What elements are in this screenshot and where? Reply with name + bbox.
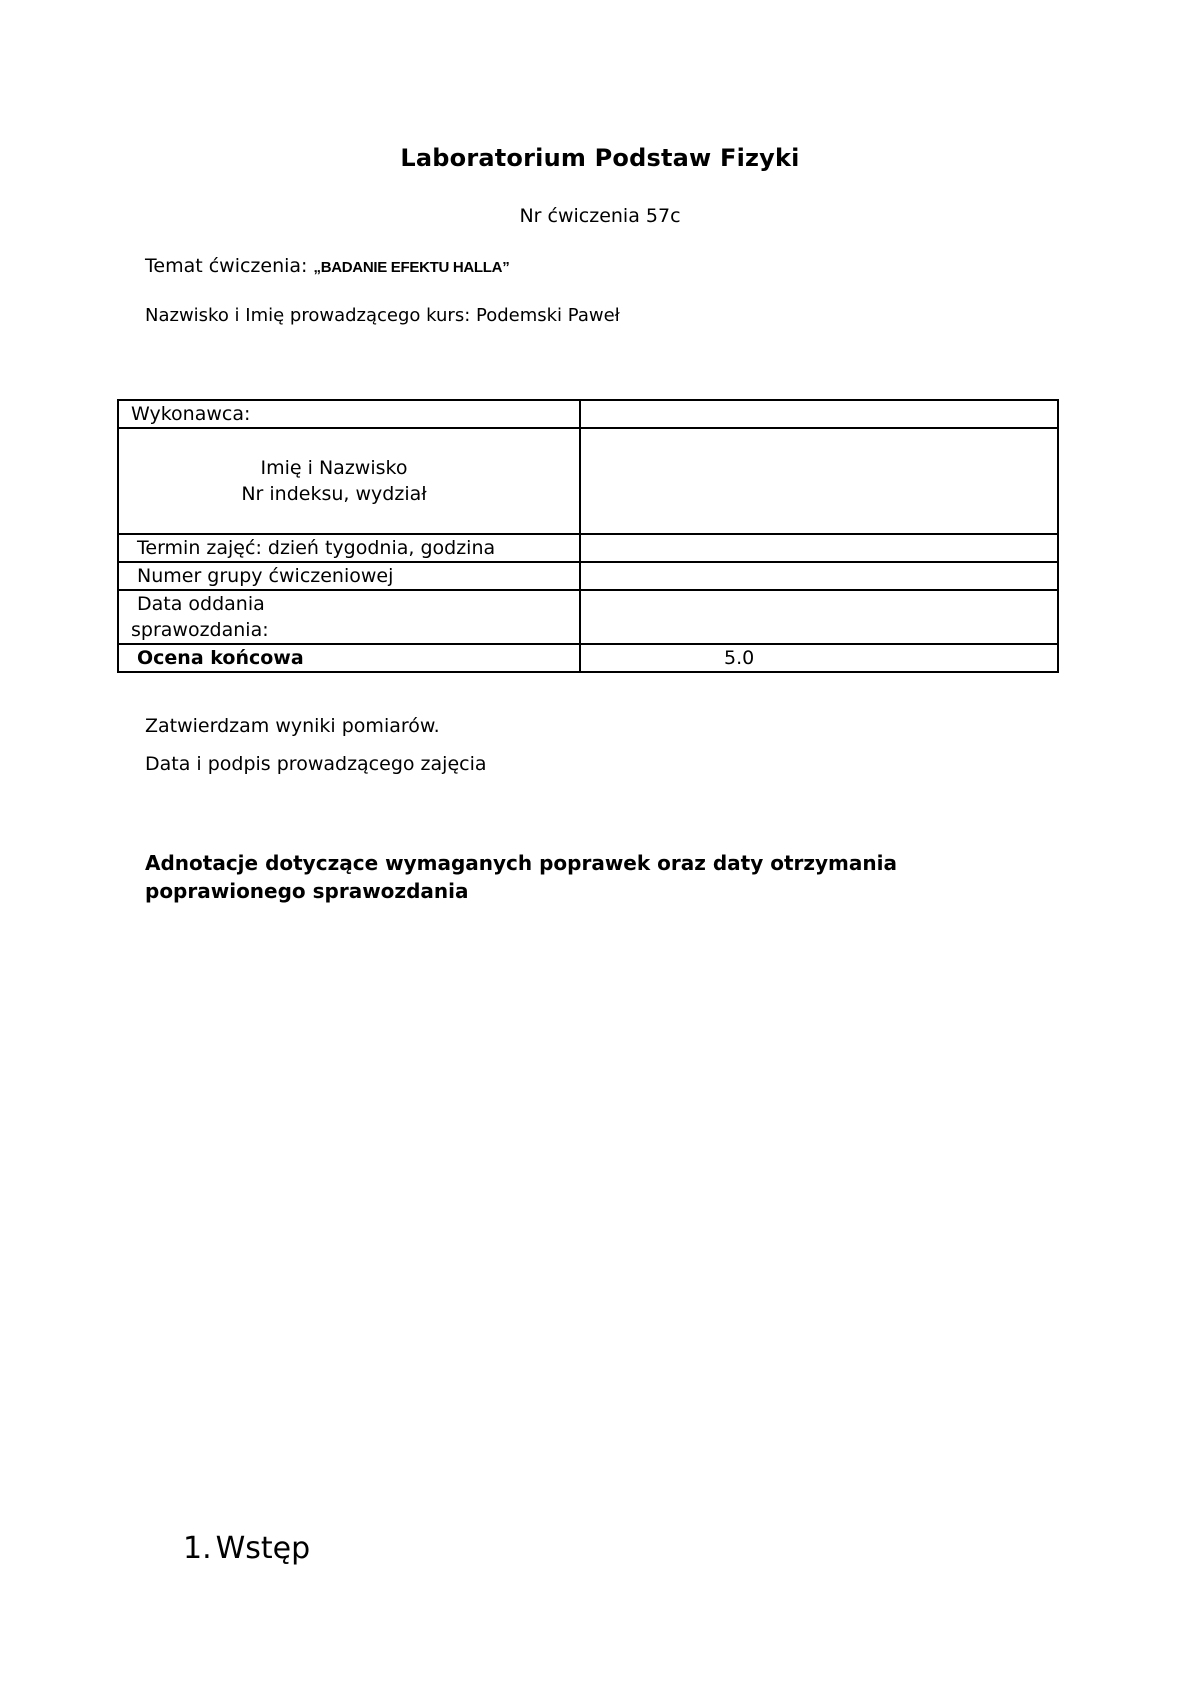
group-label: Numer grupy ćwiczeniowej bbox=[118, 562, 580, 590]
table-row bbox=[118, 534, 1058, 562]
exercise-number: Nr ćwiczenia 57c bbox=[519, 205, 681, 227]
section-heading bbox=[183, 1531, 310, 1566]
approval-text: Zatwierdzam wyniki pomiarów. bbox=[145, 715, 440, 737]
section-title: Wstęp bbox=[215, 1531, 311, 1566]
table-row bbox=[118, 644, 1058, 672]
group-value bbox=[580, 562, 1058, 590]
section-number: 1. bbox=[183, 1531, 212, 1566]
topic-line bbox=[145, 255, 509, 277]
table-row bbox=[118, 400, 1058, 428]
final-grade-label: Ocena końcowa bbox=[118, 644, 580, 672]
table-row bbox=[118, 590, 1058, 644]
page-title: Laboratorium Podstaw Fizyki bbox=[400, 144, 800, 172]
table-row bbox=[118, 428, 1058, 534]
name-label: Imię i Nazwisko bbox=[260, 457, 408, 479]
topic-value: „BADANIE EFEKTU HALLA” bbox=[313, 259, 510, 276]
performer-value bbox=[580, 400, 1058, 428]
topic-label: Temat ćwiczenia: bbox=[145, 255, 314, 277]
final-grade-value: 5.0 bbox=[580, 644, 1058, 672]
table-row bbox=[118, 562, 1058, 590]
name-index-value bbox=[580, 428, 1058, 534]
performer-label: Wykonawca: bbox=[118, 400, 580, 428]
index-label: Nr indeksu, wydział bbox=[241, 483, 427, 505]
submission-date-line2: sprawozdania: bbox=[131, 619, 269, 641]
name-index-label bbox=[118, 428, 580, 534]
term-value bbox=[580, 534, 1058, 562]
submission-date-label bbox=[118, 590, 580, 644]
term-label: Termin zajęć: dzień tygodnia, godzina bbox=[118, 534, 580, 562]
info-table bbox=[117, 399, 1059, 673]
submission-date-value bbox=[580, 590, 1058, 644]
submission-date-line1: Data oddania bbox=[137, 593, 265, 615]
signature-text: Data i podpis prowadzącego zajęcia bbox=[145, 753, 487, 775]
instructor-line: Nazwisko i Imię prowadzącego kurs: Podemski Paweł bbox=[145, 305, 620, 326]
annotations-heading: Adnotacje dotyczące wymaganych poprawek oraz daty otrzymania poprawionego sprawozdania bbox=[145, 851, 897, 903]
